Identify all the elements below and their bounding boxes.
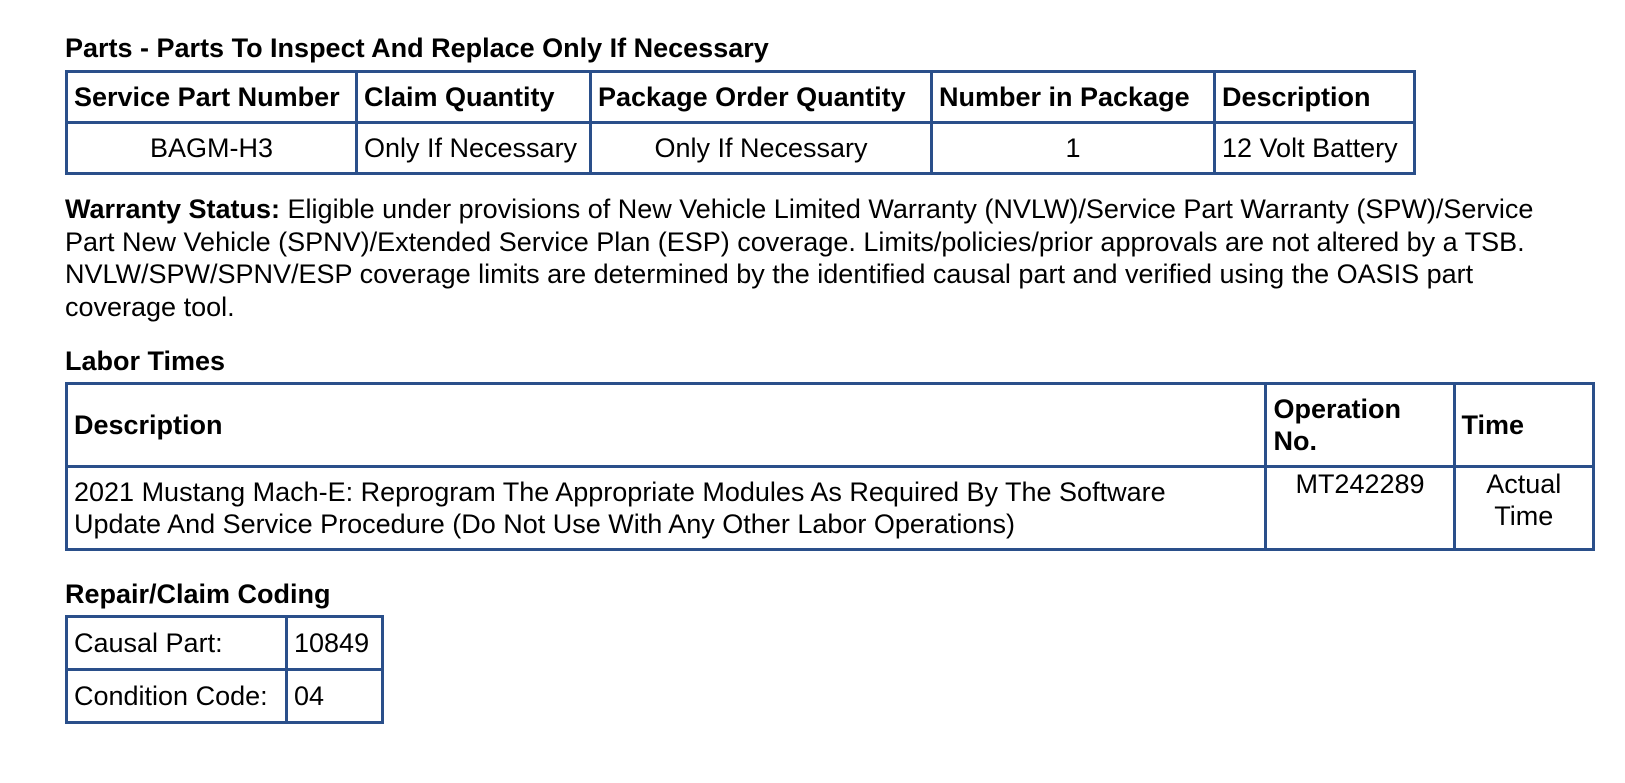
labor-times-table [65, 382, 1595, 551]
parts-cell-package-order-quantity: Only If Necessary [591, 123, 932, 174]
parts-header-description: Description [1215, 72, 1415, 123]
coding-value-condition-code: 04 [287, 670, 383, 723]
parts-header-package-order-quantity: Package Order Quantity [591, 72, 932, 123]
coding-label-causal-part: Causal Part: [67, 617, 287, 670]
labor-cell-description: 2021 Mustang Mach-E: Reprogram The Appropriate Modules As Required By The Software Update And Service Procedure (Do Not Use With Any Other Labor Operations) [67, 467, 1266, 550]
labor-cell-operation-no: MT242289 [1266, 467, 1454, 550]
parts-table [65, 70, 1416, 175]
parts-cell-service-part-number: BAGM-H3 [67, 123, 357, 174]
warranty-status-label: Warranty Status: [65, 194, 281, 224]
coding-label-condition-code: Condition Code: [67, 670, 287, 723]
labor-header-operation-no: Operation No. [1266, 384, 1454, 467]
parts-table-header-row [67, 72, 1415, 123]
table-row [67, 467, 1594, 550]
parts-cell-description: 12 Volt Battery [1215, 123, 1415, 174]
labor-table-header-row [67, 384, 1594, 467]
table-row [67, 670, 383, 723]
parts-cell-number-in-package: 1 [932, 123, 1215, 174]
coding-section-title: Repair/Claim Coding [65, 579, 331, 609]
table-row [67, 123, 1415, 174]
warranty-status-text: Eligible under provisions of New Vehicle Limited Warranty (NVLW)/Service Part Warranty (SPW)/Service Part New Vehicle (SPNV)/Extended Service Plan (ESP) coverage. Limits/policies/prior approvals are not altered by a TSB. NVLW/SPW/SPNV/ESP coverage limits are determined by the identified causal part and verified using the OASIS part coverage tool. [65, 194, 1534, 322]
parts-header-service-part-number: Service Part Number [67, 72, 357, 123]
parts-section-title: Parts - Parts To Inspect And Replace Only If Necessary [65, 33, 769, 63]
coding-value-causal-part: 10849 [287, 617, 383, 670]
parts-header-number-in-package: Number in Package [932, 72, 1215, 123]
labor-header-time: Time [1454, 384, 1593, 467]
parts-header-claim-quantity: Claim Quantity [357, 72, 591, 123]
labor-cell-time: Actual Time [1454, 467, 1593, 550]
warranty-status-paragraph [65, 193, 1580, 323]
table-row [67, 617, 383, 670]
repair-claim-coding-table [65, 615, 384, 724]
labor-section-title: Labor Times [65, 346, 226, 376]
labor-header-description: Description [67, 384, 1266, 467]
parts-cell-claim-quantity: Only If Necessary [357, 123, 591, 174]
